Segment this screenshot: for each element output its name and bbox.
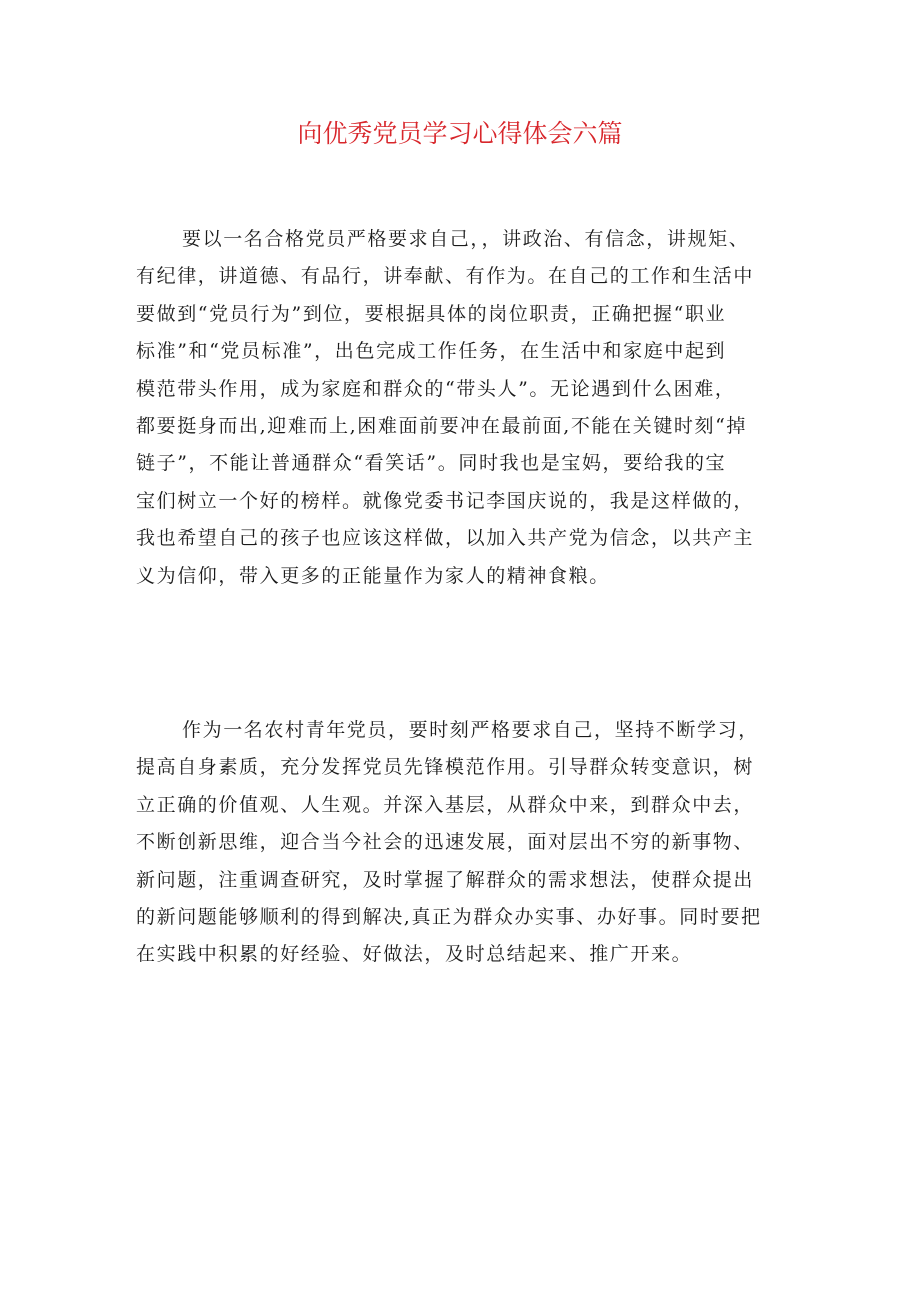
paragraph-line: 要以一名合格党员严格要求自己，，讲政治、有信念，讲规矩、 — [182, 228, 750, 250]
paragraph-line: 义为信仰，带入更多的正能量作为家人的精神食粮。 — [136, 564, 610, 587]
paragraph-line: 我也希望自己的孩子也应该这样做，以加入共产党为信念，以共产主 — [136, 527, 755, 550]
paragraph-line: 立正确的价值观、人生观。并深入基层，从群众中来，到群众中去， — [136, 793, 755, 816]
paragraph-1 — [136, 221, 788, 595]
paragraph-line: 作为一名农村青年党员，要时刻严格要求自己，坚持不断学习， — [182, 719, 759, 741]
paragraph-line: 有纪律，讲道德、有品行，讲奉献、有作为。在自己的工作和生活中 — [136, 265, 755, 288]
paragraph-line: 的新问题能够顺利的得到解决,真正为群众办实事、办好事。同时要把 — [136, 906, 762, 929]
paragraph-line: 模范带头作用，成为家庭和群众的“带头人”。无论遇到什么困难， — [136, 377, 736, 400]
paragraph-line: 在实践中积累的好经验、好做法，及时总结起来、推广开来。 — [136, 943, 693, 966]
paragraph-line: 宝们树立一个好的榜样。就像党委书记李国庆说的，我是这样做的， — [136, 489, 755, 512]
paragraph-line: 提高自身素质，充分发挥党员先锋模范作用。引导群众转变意识，树 — [136, 756, 755, 779]
document-title: 向优秀党员学习心得体会六篇 — [297, 119, 623, 148]
paragraph-line: 标准”和“党员标准”，出色完成工作任务，在生活中和家庭中起到 — [136, 340, 727, 363]
paragraph-line: 不断创新思维，迎合当今社会的迅速发展，面对层出不穷的新事物、 — [136, 831, 755, 854]
paragraph-line: 链子”，不能让普通群众“看笑话”。同时我也是宝妈，要给我的宝 — [136, 452, 727, 475]
paragraph-line: 新问题，注重调查研究，及时掌握了解群众的需求想法，使群众提出 — [136, 868, 755, 891]
paragraph-line: 要做到“党员行为”到位，要根据具体的岗位职责，正确把握“职业 — [136, 302, 727, 325]
paragraph-line: 都要挺身而出,迎难而上,困难面前要冲在最前面,不能在关键时刻“掉 — [136, 415, 748, 438]
paragraph-2 — [136, 712, 788, 974]
